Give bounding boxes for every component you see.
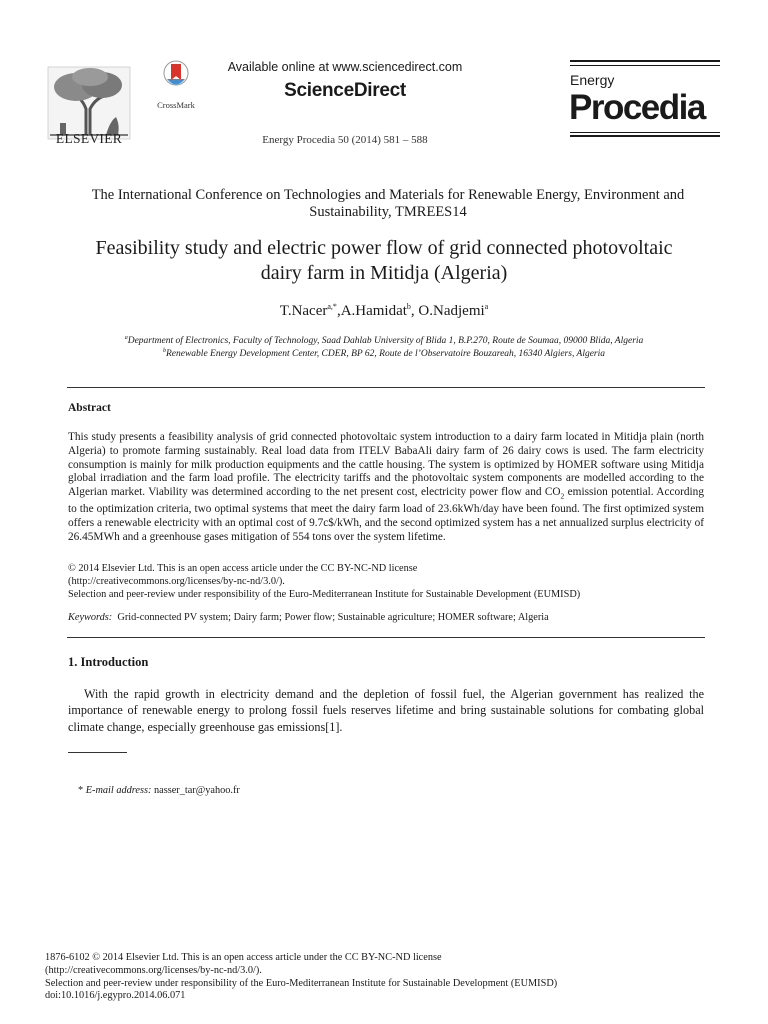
copyright-block (45, 952, 705, 1003)
keywords (68, 612, 704, 623)
author-name: O.Nadjemi (418, 303, 485, 319)
journal-reference: Energy Procedia 50 (2014) 581 – 588 (262, 134, 428, 146)
affil-text: Renewable Energy Development Center, CDER, BP 62, Route de l’Observatoire Bouzareah, 16340 Algiers, Algeria (165, 349, 606, 360)
conference-name: The International Conference on Technologies and Materials for Renewable Energy, Environment and Sustainability, TMREES14 (91, 187, 685, 220)
doi-line[interactable]: doi:10.1016/j.egypro.2014.06.071 (45, 990, 186, 1002)
author-list: T.Nacer$^{a,*}$,A.Hamidat$^b$, O.Nadjemi$^a$ (279, 302, 489, 319)
divider (67, 637, 705, 638)
keywords-label: Keywords: (68, 612, 113, 623)
affil-marker: a (124, 335, 128, 341)
license-link[interactable]: http://creativecommons.org/licenses/by-nc-nd/3.0/ (71, 576, 279, 587)
affil-text: Department of Electronics, Faculty of Technology, Saad Dahlab University of Blida 1, B.P.270, Route de Soumaa, 09000 Blida, Algeria (127, 336, 644, 347)
crossmark-badge[interactable] (153, 60, 199, 110)
abstract-body (68, 431, 704, 545)
paren: ( (68, 576, 72, 587)
footnote (78, 785, 240, 796)
author-affil-marker: a (484, 302, 489, 311)
license-link[interactable]: http://creativecommons.org/licenses/by-nc-nd/3.0/ (48, 964, 256, 976)
footnote-label: E-mail address: (85, 785, 152, 796)
license-block (68, 562, 704, 601)
footnote-marker: * (78, 785, 84, 796)
author-name: A.Hamidat (340, 303, 407, 319)
journal-top-word: Energy (570, 72, 615, 88)
masthead-rule (570, 60, 720, 62)
author-affil-marker: a,* (327, 302, 337, 311)
email-link[interactable]: nasser_tar@yahoo.fr (154, 785, 240, 796)
masthead-rule (570, 65, 720, 66)
journal-name: Procedia (569, 88, 705, 127)
peer-review-line: Selection and peer-review under responsibility of the Euro-Mediterranean Institute for Sustainable Development (EUMISD) (68, 589, 581, 600)
paper-title: Feasibility study and electric power flow of grid connected photovoltaic dairy farm in Mitidja (Algeria) (95, 237, 673, 284)
paren: ). (255, 964, 262, 976)
co2-subscript: 2 (560, 491, 565, 501)
license-url-line (45, 965, 705, 978)
author-affil-marker: b (406, 302, 411, 311)
paren: ). (278, 576, 285, 587)
issn-line: 1876-6102 © 2014 Elsevier Ltd. This is an open access article under the CC BY-NC-ND license (45, 952, 442, 963)
introduction-paragraph: With the rapid growth in electricity demand and the depletion of fossil fuel, the Algerian government has realized the importance of renewable energy to prolong fossil fuels reserves lifetime and bring sustainable solutions for combating global climate change, especially greenhouse gas emissions[1]. (68, 687, 704, 734)
crossmark-icon (163, 60, 189, 94)
journal-masthead (570, 60, 720, 138)
peer-review-line: Selection and peer-review under responsibility of the Euro-Mediterranean Institute for Sustainable Development (EUMISD) (45, 977, 558, 989)
masthead-rule (570, 132, 720, 133)
publisher-wordmark: ELSEVIER (55, 131, 123, 146)
license-url-line (68, 575, 704, 588)
footnote-rule (68, 752, 127, 753)
sciencedirect-wordmark: ScienceDirect (284, 80, 406, 101)
divider (67, 387, 705, 388)
crossmark-label: CrossMark (157, 100, 195, 110)
section-heading: 1. Introduction (68, 655, 149, 669)
abstract-text: This study presents a feasibility analysis of grid connected photovoltaic system introduction to a dairy farm located in Mitidja plain (north Algeria) to promote farming sustainably. Real load data from ITELV BabaAli dairy farm of 26 dairy cows is used. The farm electricity consumption is mainly for milk production equipments and the cattle housing. The system is optimized by HOMER software using Mitidja global irradiation and the farm load profile. The electricity tariffs and the photovoltaic system components are modelled according to the Algerian market. Viability was determined according to the net present cost, electricity power flow and CO (68, 431, 704, 499)
affiliation (60, 348, 708, 359)
available-online-text: Available online at www.sciencedirect.com (227, 60, 463, 74)
abstract-text-cont: emission potential. According to the optimization criteria, two optimal systems that meet the dairy farm load of 23.6kWh/day have been found. The first optimized system offers a renewable electricity with an optimal cost of 9.7c$/kWh, and the second optimized system has a net annualized surplus electricity of 26.45MWh and a greenhouse gases mitigation of 554 tons over the system lifetime. (68, 486, 704, 543)
masthead-rule (570, 135, 720, 137)
abstract-heading: Abstract (68, 402, 111, 414)
paren: ( (45, 964, 49, 976)
affiliation (60, 335, 708, 346)
affil-marker: b (162, 348, 166, 354)
author-name: T.Nacer (279, 303, 328, 319)
keywords-text: Grid-connected PV system; Dairy farm; Power flow; Sustainable agriculture; HOMER software; Algeria (117, 612, 549, 623)
license-line: © 2014 Elsevier Ltd. This is an open access article under the CC BY-NC-ND license (68, 563, 418, 574)
